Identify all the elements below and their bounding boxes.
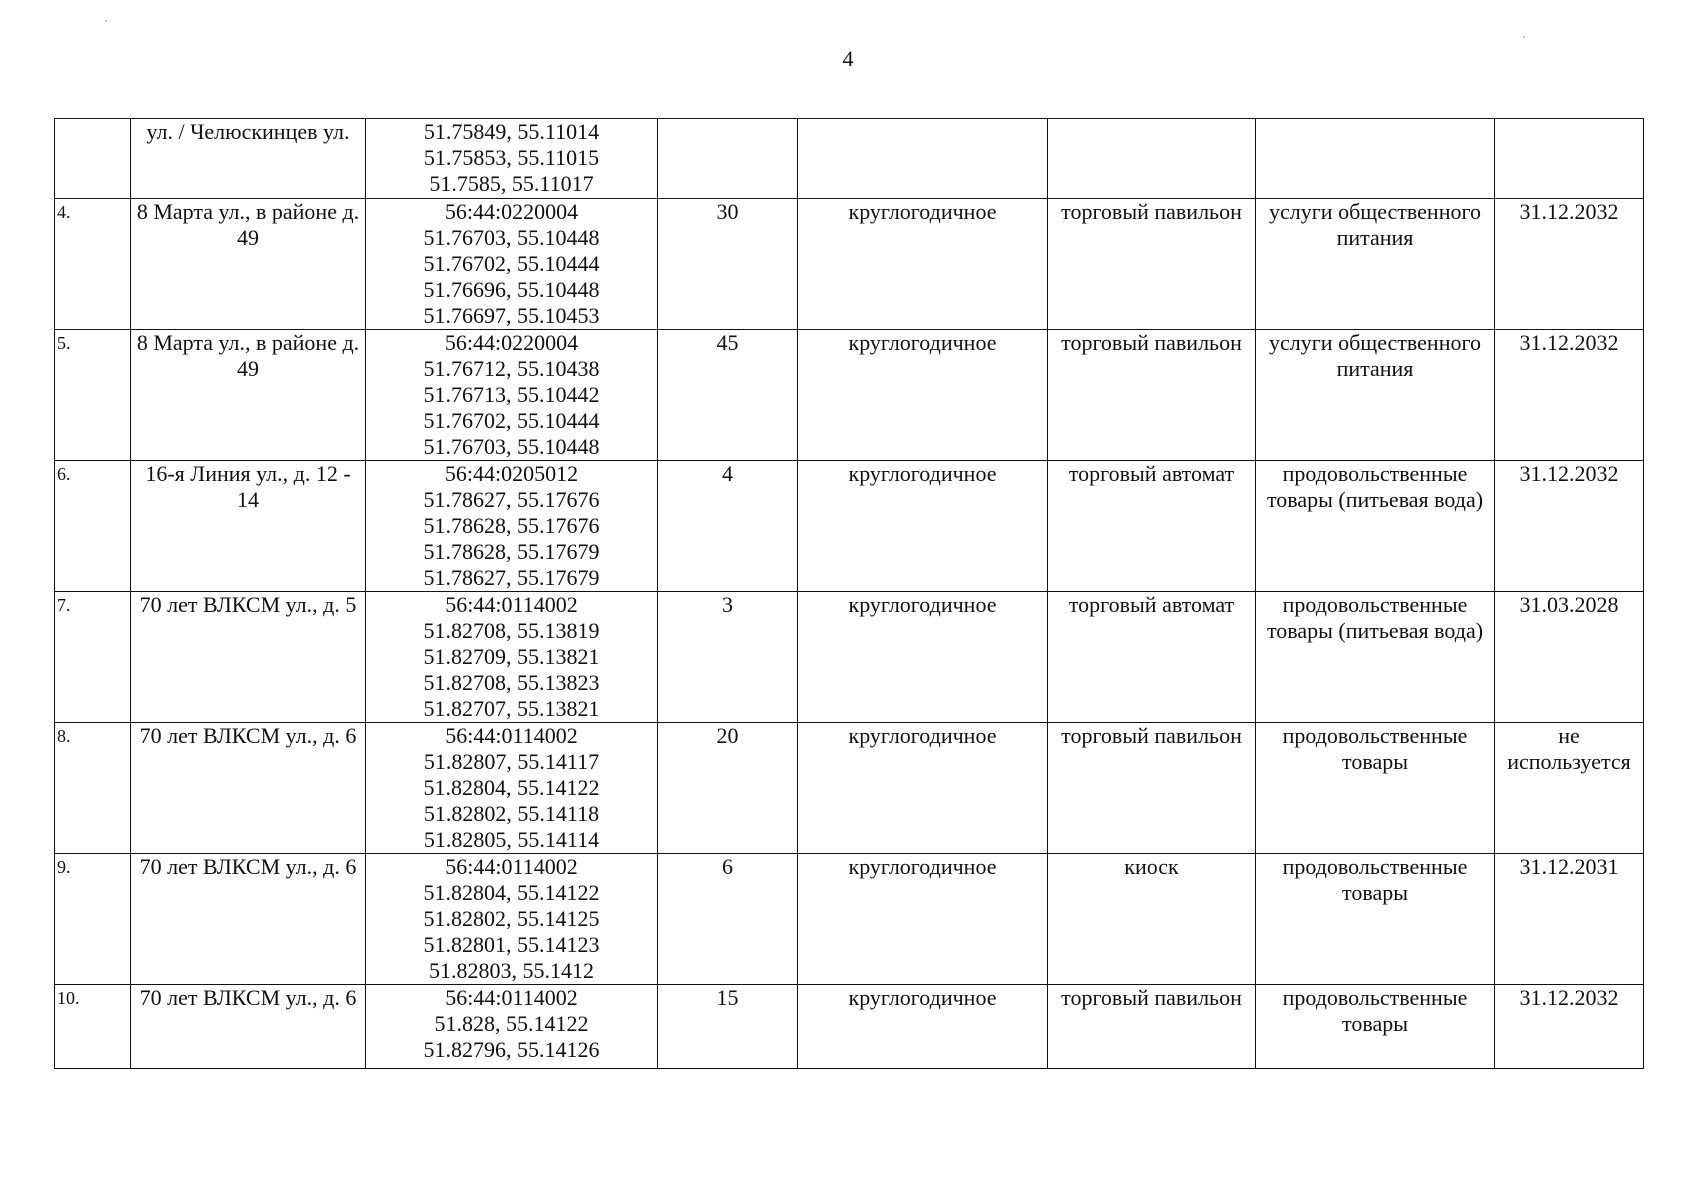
scan-speck xyxy=(1523,36,1525,38)
object-type-cell: киоск xyxy=(1048,854,1256,985)
object-type-cell xyxy=(1048,119,1256,199)
row-number-cell: 8. xyxy=(55,723,131,854)
table-row xyxy=(55,119,1644,199)
table-row xyxy=(55,985,1644,1069)
scan-speck xyxy=(105,20,107,22)
coordinates-cell xyxy=(366,985,658,1069)
coordinate-line: 51.82803, 55.1412 xyxy=(429,958,594,983)
specialization-cell: продовольственные товары (питьевая вода) xyxy=(1256,592,1495,723)
area-cell xyxy=(658,119,798,199)
coordinates-cell xyxy=(366,199,658,330)
coordinate-line: 51.76702, 55.10444 xyxy=(423,251,600,276)
object-type-cell: торговый павильон xyxy=(1048,330,1256,461)
table-row xyxy=(55,854,1644,985)
row-number-cell: 7. xyxy=(55,592,131,723)
coordinate-line: 51.76702, 55.10444 xyxy=(423,408,600,433)
coordinate-line: 51.76703, 55.10448 xyxy=(423,225,600,250)
coordinates-cell xyxy=(366,330,658,461)
table-row xyxy=(55,330,1644,461)
specialization-cell: услуги общественного питания xyxy=(1256,199,1495,330)
specialization-cell: продовольственные товары xyxy=(1256,723,1495,854)
coordinate-line: 56:44:0114002 xyxy=(445,854,578,879)
period-cell: круглогодичное xyxy=(798,461,1048,592)
coordinates-cell xyxy=(366,723,658,854)
table-row xyxy=(55,723,1644,854)
address-cell: ул. / Челюскинцев ул. xyxy=(131,119,366,199)
address-cell: 70 лет ВЛКСМ ул., д. 6 xyxy=(131,723,366,854)
address-cell: 70 лет ВЛКСМ ул., д. 6 xyxy=(131,854,366,985)
address-cell: 16-я Линия ул., д. 12 - 14 xyxy=(131,461,366,592)
object-type-cell: торговый автомат xyxy=(1048,592,1256,723)
table-body xyxy=(55,119,1644,1069)
coordinate-line: 56:44:0114002 xyxy=(445,723,578,748)
object-type-cell: торговый павильон xyxy=(1048,723,1256,854)
coordinate-line: 51.76712, 55.10438 xyxy=(423,356,600,381)
area-cell: 4 xyxy=(658,461,798,592)
coordinate-line: 51.82796, 55.14126 xyxy=(423,1037,600,1062)
table-row xyxy=(55,199,1644,330)
address-cell: 70 лет ВЛКСМ ул., д. 5 xyxy=(131,592,366,723)
area-cell: 6 xyxy=(658,854,798,985)
coordinate-line: 51.75849, 55.11014 xyxy=(423,119,600,144)
table-row xyxy=(55,461,1644,592)
coordinate-line: 56:44:0220004 xyxy=(444,330,579,355)
area-cell: 30 xyxy=(658,199,798,330)
coordinates-cell xyxy=(366,119,658,199)
area-cell: 45 xyxy=(658,330,798,461)
coordinate-line: 51.76696, 55.10448 xyxy=(423,277,600,302)
row-number-cell: 6. xyxy=(55,461,131,592)
specialization-cell xyxy=(1256,119,1495,199)
coordinate-line: 51.78627, 55.17679 xyxy=(423,565,600,590)
period-cell: круглогодичное xyxy=(798,723,1048,854)
term-cell: 31.12.2032 xyxy=(1495,985,1644,1069)
term-cell: не используется xyxy=(1495,723,1644,854)
address-cell: 8 Марта ул., в районе д. 49 xyxy=(131,330,366,461)
coordinate-line: 51.76713, 55.10442 xyxy=(423,382,600,407)
row-number-cell xyxy=(55,119,131,199)
period-cell: круглогодичное xyxy=(798,985,1048,1069)
term-cell xyxy=(1495,119,1644,199)
row-number-cell: 10. xyxy=(55,985,131,1069)
term-cell: 31.12.2031 xyxy=(1495,854,1644,985)
coordinate-line: 51.82801, 55.14123 xyxy=(423,932,600,957)
specialization-cell: услуги общественного питания xyxy=(1256,330,1495,461)
table-row xyxy=(55,592,1644,723)
coordinate-line: 51.76703, 55.10448 xyxy=(423,434,600,459)
object-type-cell: торговый автомат xyxy=(1048,461,1256,592)
address-cell: 8 Марта ул., в районе д. 49 xyxy=(131,199,366,330)
coordinates-cell xyxy=(366,461,658,592)
period-cell: круглогодичное xyxy=(798,592,1048,723)
row-number-cell: 5. xyxy=(55,330,131,461)
object-type-cell: торговый павильон xyxy=(1048,985,1256,1069)
coordinate-line: 51.82805, 55.14114 xyxy=(423,827,600,852)
coordinate-line: 51.82804, 55.14122 xyxy=(423,880,600,905)
coordinate-line: 51.78628, 55.17679 xyxy=(423,539,600,564)
coordinate-line: 51.76697, 55.10453 xyxy=(423,303,600,328)
term-cell: 31.03.2028 xyxy=(1495,592,1644,723)
term-cell: 31.12.2032 xyxy=(1495,461,1644,592)
placement-table xyxy=(54,118,1644,1069)
specialization-cell: продовольственные товары xyxy=(1256,985,1495,1069)
specialization-cell: продовольственные товары xyxy=(1256,854,1495,985)
coordinate-line: 56:44:0220004 xyxy=(444,199,579,224)
row-number-cell: 9. xyxy=(55,854,131,985)
coordinate-line: 51.82708, 55.13819 xyxy=(423,618,600,643)
coordinate-line: 51.82802, 55.14125 xyxy=(423,906,600,931)
coordinates-cell xyxy=(366,592,658,723)
period-cell xyxy=(798,119,1048,199)
area-cell: 3 xyxy=(658,592,798,723)
object-type-cell: торговый павильон xyxy=(1048,199,1256,330)
coordinate-line: 56:44:0205012 xyxy=(444,461,579,486)
period-cell: круглогодичное xyxy=(798,330,1048,461)
coordinate-line: 51.82807, 55.14117 xyxy=(423,749,600,774)
period-cell: круглогодичное xyxy=(798,854,1048,985)
coordinate-line: 56:44:0114002 xyxy=(445,985,578,1010)
term-cell: 31.12.2032 xyxy=(1495,330,1644,461)
area-cell: 20 xyxy=(658,723,798,854)
page-number: 4 xyxy=(842,46,854,71)
coordinate-line: 56:44:0114002 xyxy=(445,592,578,617)
term-cell: 31.12.2032 xyxy=(1495,199,1644,330)
coordinate-line: 51.82804, 55.14122 xyxy=(423,775,600,800)
coordinate-line: 51.7585, 55.11017 xyxy=(429,171,594,196)
coordinate-line: 51.78627, 55.17676 xyxy=(423,487,600,512)
coordinate-line: 51.82802, 55.14118 xyxy=(423,801,600,826)
coordinate-line: 51.828, 55.14122 xyxy=(434,1011,589,1036)
coordinates-cell xyxy=(366,854,658,985)
coordinate-line: 51.75853, 55.11015 xyxy=(423,145,600,170)
coordinate-line: 51.82708, 55.13823 xyxy=(423,670,600,695)
row-number-cell: 4. xyxy=(55,199,131,330)
coordinate-line: 51.82709, 55.13821 xyxy=(423,644,600,669)
area-cell: 15 xyxy=(658,985,798,1069)
coordinate-line: 51.82707, 55.13821 xyxy=(423,696,600,721)
address-cell: 70 лет ВЛКСМ ул., д. 6 xyxy=(131,985,366,1069)
coordinate-line: 51.78628, 55.17676 xyxy=(423,513,600,538)
period-cell: круглогодичное xyxy=(798,199,1048,330)
specialization-cell: продовольственные товары (питьевая вода) xyxy=(1256,461,1495,592)
